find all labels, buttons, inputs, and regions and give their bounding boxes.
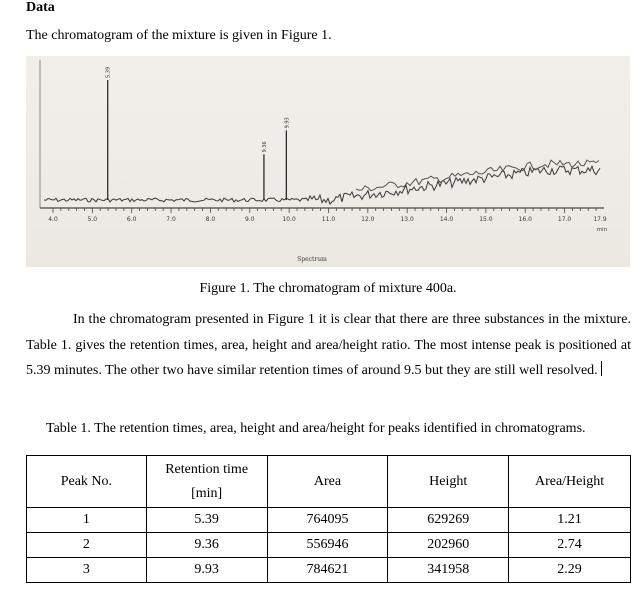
header-area: Area bbox=[267, 456, 388, 508]
header-height: Height bbox=[388, 456, 509, 508]
header-area-height: Area/Height bbox=[509, 456, 631, 508]
x-axis-unit: min bbox=[596, 227, 608, 233]
cell-area: 764095 bbox=[267, 508, 388, 533]
x-tick-label: 15.0 bbox=[479, 216, 493, 223]
cell-retention-time: 5.39 bbox=[146, 508, 267, 533]
intro-text: The chromatogram of the mixture is given in Figure 1. bbox=[26, 28, 332, 43]
peak-label: 5.39 bbox=[105, 66, 112, 78]
x-tick-label: 16.0 bbox=[518, 216, 532, 223]
x-tick-label: 14.0 bbox=[439, 216, 454, 223]
cell-height: 202960 bbox=[388, 533, 509, 558]
cell-retention-time: 9.93 bbox=[146, 558, 267, 583]
peak-label: 9.36 bbox=[261, 141, 268, 153]
results-table bbox=[26, 455, 631, 583]
cell-retention-time: 9.36 bbox=[146, 533, 267, 558]
baseline-trace bbox=[44, 166, 600, 204]
spectrum-label: Spectrum bbox=[297, 256, 327, 263]
peak-label: 9.93 bbox=[284, 117, 291, 129]
x-tick-label: 4.0 bbox=[48, 216, 58, 223]
header-retention-time bbox=[146, 456, 267, 508]
cell-area: 556946 bbox=[267, 533, 388, 558]
text-cursor bbox=[601, 361, 602, 376]
cell-ratio: 1.21 bbox=[509, 508, 631, 533]
section-heading: Data bbox=[26, 0, 55, 15]
body-paragraph[interactable] bbox=[26, 307, 631, 384]
cell-peak: 3 bbox=[27, 558, 147, 583]
cell-ratio: 2.29 bbox=[509, 558, 631, 583]
cell-area: 784621 bbox=[267, 558, 388, 583]
cell-peak: 2 bbox=[27, 533, 147, 558]
table-row bbox=[27, 558, 631, 583]
x-tick-label: 13.0 bbox=[400, 216, 414, 223]
cell-ratio: 2.74 bbox=[509, 533, 631, 558]
figure-caption: Figure 1. The chromatogram of mixture 400a. bbox=[199, 281, 457, 296]
x-tick-label: 17.9 bbox=[593, 216, 607, 223]
chromatogram-plot bbox=[26, 56, 630, 267]
header-retention-time-line1: Retention time bbox=[165, 461, 249, 477]
x-tick-label: 7.0 bbox=[166, 216, 176, 223]
table-caption: Table 1. The retention times, area, height and area/height for peaks identified in chromatograms. bbox=[46, 421, 586, 436]
x-tick-label: 17.0 bbox=[557, 216, 572, 223]
x-tick-label: 9.0 bbox=[244, 216, 255, 223]
cell-height: 629269 bbox=[388, 508, 509, 533]
cell-peak: 1 bbox=[27, 508, 147, 533]
x-tick-label: 10.0 bbox=[282, 216, 296, 223]
chromatogram-photo bbox=[26, 56, 630, 267]
x-tick-label: 6.0 bbox=[126, 216, 137, 223]
cell-height: 341958 bbox=[388, 558, 509, 583]
header-retention-time-unit: [min] bbox=[191, 485, 223, 501]
table-header-row bbox=[27, 456, 631, 508]
body-paragraph-text: In the chromatogram presented in Figure 1 it is clear that there are three substances in the mixture. Table 1. gives the retention times, area, height and area/height ratio. The most intense peak is positioned at 5.39 minutes. The other two have similar retention times of around 9.5 but they are still well resolved. bbox=[26, 312, 631, 378]
x-tick-label: 12.0 bbox=[361, 216, 375, 223]
x-tick-label: 8.0 bbox=[205, 216, 216, 223]
header-peak-no: Peak No. bbox=[27, 456, 147, 508]
table-row bbox=[27, 508, 631, 533]
x-tick-label: 5.0 bbox=[87, 216, 98, 223]
x-tick-label: 11.0 bbox=[321, 216, 336, 223]
table-row bbox=[27, 533, 631, 558]
noise-band-trace bbox=[356, 160, 599, 191]
